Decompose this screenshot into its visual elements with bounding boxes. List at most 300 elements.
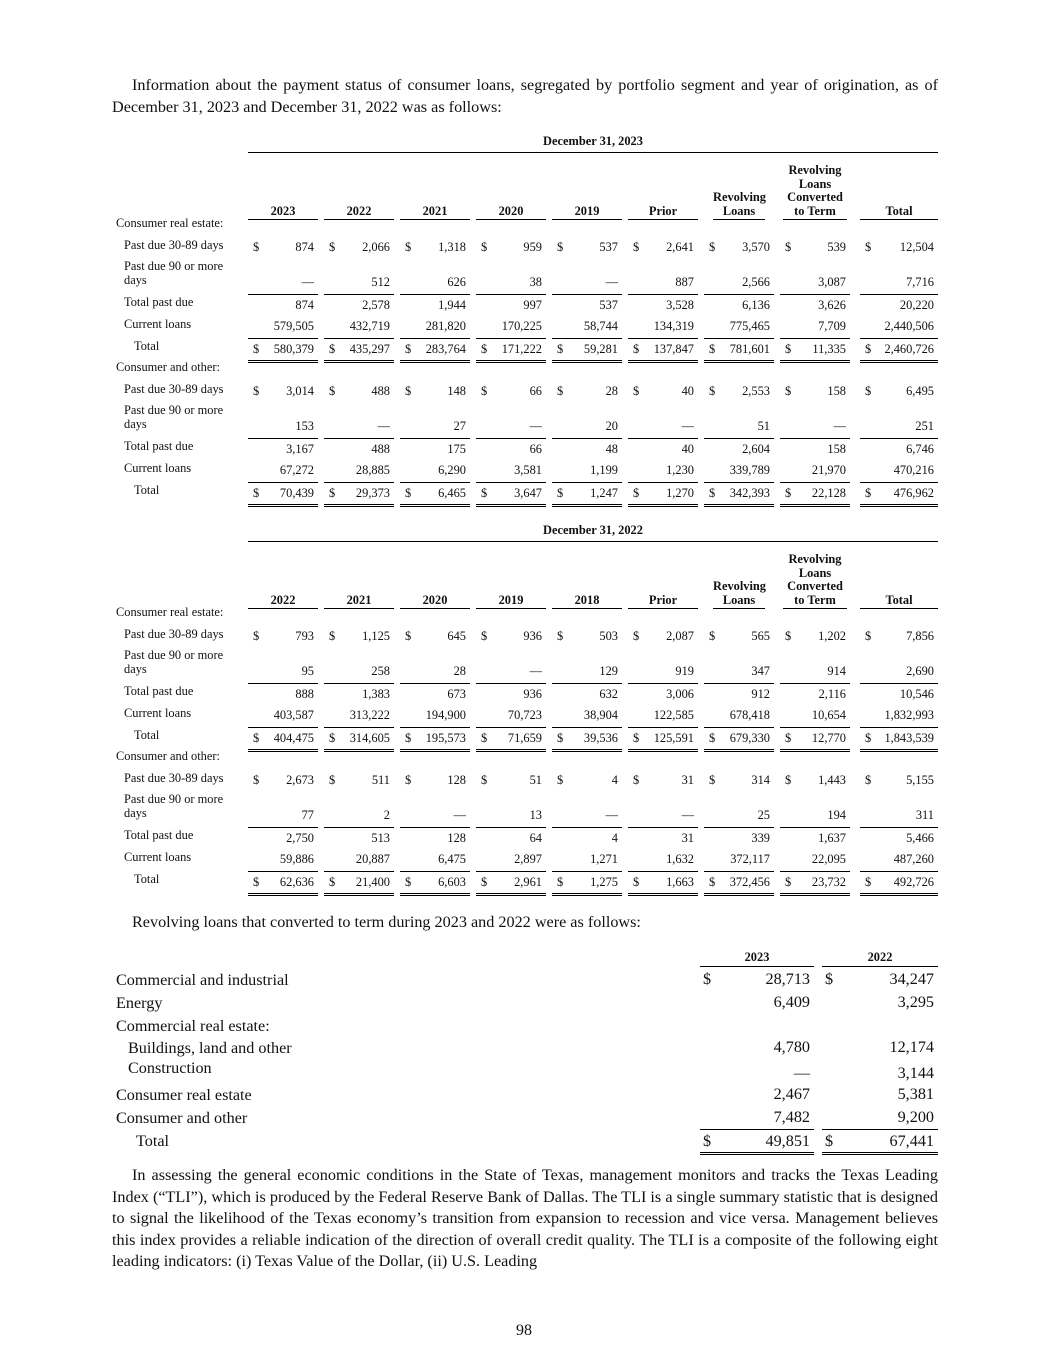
table-cell bbox=[476, 294, 546, 315]
table-cell bbox=[324, 237, 394, 258]
table-cell bbox=[552, 770, 622, 791]
table-cell bbox=[324, 316, 394, 336]
dollar-sign: $ bbox=[481, 731, 488, 745]
cell-value: 435,297 bbox=[349, 342, 390, 356]
row-label: Past due 90 or more days bbox=[124, 259, 224, 287]
table-cell bbox=[324, 827, 394, 848]
cell-value: 153 bbox=[295, 419, 314, 433]
table-cell bbox=[860, 770, 938, 791]
table-cell bbox=[704, 705, 774, 725]
dollar-sign: $ bbox=[785, 773, 792, 787]
cell-value: 175 bbox=[447, 442, 466, 456]
table-cell bbox=[552, 260, 622, 292]
table-cell bbox=[780, 260, 850, 292]
cell-value: 314,605 bbox=[349, 731, 390, 745]
cell-value: 6,465 bbox=[438, 486, 466, 500]
dollar-sign: $ bbox=[709, 384, 716, 398]
table-cell bbox=[400, 482, 470, 507]
table-cell bbox=[780, 793, 850, 825]
table-cell bbox=[780, 727, 850, 752]
table-row bbox=[112, 1036, 938, 1058]
table-cell bbox=[324, 294, 394, 315]
column-header-label: Revolving Loans bbox=[713, 580, 765, 609]
table-row bbox=[112, 793, 938, 827]
column-header bbox=[248, 205, 318, 221]
table-cell bbox=[704, 683, 774, 704]
dollar-sign: $ bbox=[481, 629, 488, 643]
table-cell bbox=[248, 626, 318, 647]
row-label: Total bbox=[134, 339, 160, 353]
column-header-label: 2018 bbox=[552, 594, 622, 610]
cell-value: 3,006 bbox=[666, 687, 694, 701]
dollar-sign: $ bbox=[405, 731, 412, 745]
cell-value: 513 bbox=[371, 831, 390, 845]
intro-paragraph: Information about the payment status of consumer loans, segregated by portfolio segment and year of origination, as of December 31, 2023 and December 31, 2022 was as follows: bbox=[112, 76, 938, 116]
row-label: Total bbox=[136, 1131, 170, 1150]
table-cell bbox=[552, 727, 622, 752]
cell-value: 5,466 bbox=[906, 831, 934, 845]
table-cell bbox=[704, 482, 774, 507]
cell-value: 2,440,506 bbox=[884, 319, 934, 333]
row-label: Past due 30-89 days bbox=[124, 382, 224, 396]
cell-value: 251 bbox=[915, 419, 934, 433]
cell-value: 158 bbox=[827, 442, 846, 456]
table-cell bbox=[628, 849, 698, 869]
column-header-label: 2019 bbox=[552, 205, 622, 221]
table-cell bbox=[822, 1014, 938, 1036]
cell-value: 342,393 bbox=[729, 486, 770, 500]
document-page bbox=[112, 75, 938, 1270]
table-cell bbox=[476, 482, 546, 507]
cell-value: 4 bbox=[611, 773, 618, 787]
cell-value: 22,128 bbox=[811, 486, 846, 500]
table-cell bbox=[552, 381, 622, 402]
cell-value: 6,409 bbox=[773, 992, 810, 1011]
table-cell bbox=[400, 793, 470, 825]
dollar-sign: $ bbox=[633, 731, 640, 745]
cell-value: 781,601 bbox=[729, 342, 770, 356]
cell-value: 432,719 bbox=[349, 319, 390, 333]
dollar-sign: $ bbox=[253, 773, 260, 787]
table-cell bbox=[822, 1036, 938, 1058]
cell-value: 914 bbox=[827, 664, 846, 678]
cell-value: 64 bbox=[529, 831, 542, 845]
table-cell bbox=[860, 793, 938, 825]
table-cell bbox=[822, 968, 938, 990]
table-cell bbox=[628, 649, 698, 681]
cell-value: 59,886 bbox=[279, 852, 314, 866]
table-cell bbox=[476, 381, 546, 402]
cell-value: — bbox=[605, 808, 618, 822]
dollar-sign: $ bbox=[865, 342, 872, 356]
table-cell bbox=[400, 260, 470, 292]
cell-value: 2,690 bbox=[906, 664, 934, 678]
table-cell bbox=[400, 338, 470, 363]
cell-value: 67,441 bbox=[889, 1131, 934, 1150]
cell-value: 936 bbox=[523, 687, 542, 701]
row-label: Total past due bbox=[124, 295, 194, 309]
table-cell bbox=[248, 482, 318, 507]
cell-value: 936 bbox=[523, 629, 542, 643]
table-cell bbox=[628, 381, 698, 402]
column-header bbox=[704, 580, 774, 609]
dollar-sign: $ bbox=[785, 731, 792, 745]
cell-value: 2,961 bbox=[514, 875, 542, 889]
dollar-sign: $ bbox=[481, 240, 488, 254]
table-cell bbox=[704, 793, 774, 825]
cell-value: 67,272 bbox=[279, 463, 314, 477]
cell-value: 134,319 bbox=[653, 319, 694, 333]
dollar-sign: $ bbox=[633, 629, 640, 643]
cell-value: 487,260 bbox=[893, 852, 934, 866]
cell-value: 7,856 bbox=[906, 629, 934, 643]
cell-value: 1,383 bbox=[362, 687, 390, 701]
column-header bbox=[704, 191, 774, 220]
cell-value: 1,843,539 bbox=[884, 731, 934, 745]
cell-value: 66 bbox=[529, 442, 542, 456]
cell-value: 6,136 bbox=[742, 298, 770, 312]
cell-value: 59,281 bbox=[583, 342, 618, 356]
table-cell bbox=[780, 849, 850, 869]
cell-value: 148 bbox=[447, 384, 466, 398]
table-cell bbox=[860, 381, 938, 402]
cell-value: 2,641 bbox=[666, 240, 694, 254]
table-cell bbox=[552, 338, 622, 363]
dollar-sign: $ bbox=[709, 731, 716, 745]
table-cell bbox=[324, 705, 394, 725]
table-cell bbox=[476, 683, 546, 704]
cell-value: 1,230 bbox=[666, 463, 694, 477]
table-row bbox=[112, 404, 938, 438]
cell-value: 170,225 bbox=[501, 319, 542, 333]
cell-value: 7,482 bbox=[773, 1108, 810, 1126]
table-cell bbox=[476, 827, 546, 848]
table-cell bbox=[860, 338, 938, 363]
table-cell bbox=[704, 871, 774, 896]
cell-value: 888 bbox=[295, 687, 314, 701]
cell-value: 71,659 bbox=[507, 731, 542, 745]
cell-value: 1,944 bbox=[438, 298, 466, 312]
cell-value: 2,604 bbox=[742, 442, 770, 456]
table-cell bbox=[552, 705, 622, 725]
table-row bbox=[112, 968, 938, 990]
cell-value: 125,591 bbox=[653, 731, 694, 745]
dollar-sign: $ bbox=[253, 342, 260, 356]
cell-value: 874 bbox=[295, 298, 314, 312]
cell-value: 194 bbox=[827, 808, 846, 822]
dollar-sign: $ bbox=[481, 384, 488, 398]
cell-value: 6,746 bbox=[906, 442, 934, 456]
table-cell bbox=[400, 705, 470, 725]
cell-value: 38,904 bbox=[583, 708, 618, 722]
dollar-sign: $ bbox=[785, 240, 792, 254]
dollar-sign: $ bbox=[825, 970, 834, 988]
table-cell bbox=[700, 991, 814, 1013]
table-cell bbox=[476, 770, 546, 791]
section-label: Consumer and other: bbox=[116, 360, 220, 374]
table-cell bbox=[700, 1036, 814, 1058]
row-label: Past due 30-89 days bbox=[124, 238, 224, 252]
cell-value: 283,764 bbox=[425, 342, 466, 356]
table-cell bbox=[780, 705, 850, 725]
row-label: Past due 90 or more days bbox=[124, 648, 224, 676]
table-cell bbox=[860, 404, 938, 436]
table-cell bbox=[248, 683, 318, 704]
cell-value: 1,202 bbox=[818, 629, 846, 643]
table-cell bbox=[400, 438, 470, 459]
table-cell bbox=[628, 438, 698, 459]
dollar-sign: $ bbox=[405, 629, 412, 643]
table-row bbox=[112, 438, 938, 460]
column-header-label: Revolving Loans bbox=[713, 191, 765, 220]
table-cell bbox=[476, 649, 546, 681]
dollar-sign: $ bbox=[405, 486, 412, 500]
row-label: Current loans bbox=[124, 706, 192, 720]
table-row bbox=[112, 260, 938, 294]
cell-value: 62,636 bbox=[279, 875, 314, 889]
table-cell bbox=[248, 770, 318, 791]
cell-value: 492,726 bbox=[893, 875, 934, 889]
cell-value: 20,220 bbox=[899, 298, 934, 312]
section-label: Consumer and other: bbox=[116, 749, 220, 763]
row-label: Current loans bbox=[124, 317, 192, 331]
cell-value: 129 bbox=[599, 664, 618, 678]
table-cell bbox=[628, 727, 698, 752]
table-cell bbox=[780, 649, 850, 681]
cell-value: 1,270 bbox=[666, 486, 694, 500]
cell-value: 39,536 bbox=[583, 731, 618, 745]
table-cell bbox=[822, 1083, 938, 1105]
cell-value: 997 bbox=[523, 298, 542, 312]
dollar-sign: $ bbox=[825, 1131, 834, 1150]
cell-value: — bbox=[529, 664, 542, 678]
table-cell bbox=[628, 770, 698, 791]
cell-value: 1,271 bbox=[590, 852, 618, 866]
dollar-sign: $ bbox=[481, 773, 488, 787]
cell-value: 3,570 bbox=[742, 240, 770, 254]
cell-value: 6,475 bbox=[438, 852, 466, 866]
table-cell bbox=[248, 338, 318, 363]
column-header-label: 2023 bbox=[248, 205, 318, 221]
cell-value: 31 bbox=[681, 773, 694, 787]
cell-value: 49,851 bbox=[765, 1131, 810, 1150]
dollar-sign: $ bbox=[329, 240, 336, 254]
cell-value: 34,247 bbox=[889, 970, 934, 988]
cell-value: 31 bbox=[681, 831, 694, 845]
table-cell bbox=[400, 770, 470, 791]
dollar-sign: $ bbox=[785, 486, 792, 500]
table-cell bbox=[324, 770, 394, 791]
cell-value: — bbox=[377, 419, 390, 433]
table-row bbox=[112, 727, 938, 750]
table-row bbox=[112, 705, 938, 727]
cell-value: 128 bbox=[447, 831, 466, 845]
table-cell bbox=[628, 626, 698, 647]
cell-value: 9,200 bbox=[897, 1108, 934, 1126]
cell-value: — bbox=[301, 275, 314, 289]
table-cell bbox=[248, 871, 318, 896]
cell-value: 3,647 bbox=[514, 486, 542, 500]
table-cell bbox=[628, 237, 698, 258]
dollar-sign: $ bbox=[557, 731, 564, 745]
table-row bbox=[112, 849, 938, 871]
cell-value: 313,222 bbox=[349, 708, 390, 722]
cell-value: 512 bbox=[371, 275, 390, 289]
table-cell bbox=[552, 827, 622, 848]
column-header-label: 2021 bbox=[324, 594, 394, 610]
table-cell bbox=[822, 991, 938, 1013]
table-cell bbox=[248, 294, 318, 315]
table-cell bbox=[700, 1014, 814, 1036]
table-row bbox=[112, 482, 938, 505]
table-cell bbox=[552, 237, 622, 258]
cell-value: 10,654 bbox=[811, 708, 846, 722]
table-cell bbox=[704, 316, 774, 336]
row-label: Total bbox=[134, 872, 160, 886]
column-header: 2023 bbox=[700, 950, 814, 967]
table-cell bbox=[860, 727, 938, 752]
dollar-sign: $ bbox=[329, 731, 336, 745]
row-label: Consumer and other bbox=[116, 1109, 248, 1127]
table-cell bbox=[704, 294, 774, 315]
dollar-sign: $ bbox=[405, 384, 412, 398]
table-cell bbox=[476, 316, 546, 336]
table-row bbox=[112, 381, 938, 404]
cell-value: 2,460,726 bbox=[884, 342, 934, 356]
cell-value: 470,216 bbox=[893, 463, 934, 477]
dollar-sign: $ bbox=[329, 486, 336, 500]
table-cell bbox=[248, 827, 318, 848]
dollar-sign: $ bbox=[557, 629, 564, 643]
table-cell bbox=[860, 871, 938, 896]
dollar-sign: $ bbox=[253, 384, 260, 398]
cell-value: 775,465 bbox=[729, 319, 770, 333]
table-cell bbox=[780, 482, 850, 507]
dollar-sign: $ bbox=[865, 240, 872, 254]
cell-value: 314 bbox=[751, 773, 770, 787]
cell-value: 38 bbox=[529, 275, 542, 289]
table-cell bbox=[400, 294, 470, 315]
table-row bbox=[112, 294, 938, 316]
table-cell bbox=[704, 404, 774, 436]
table-cell bbox=[860, 849, 938, 869]
cell-value: 403,587 bbox=[273, 708, 314, 722]
table-cell bbox=[628, 827, 698, 848]
column-header: 2022 bbox=[822, 950, 938, 967]
cell-value: 28,713 bbox=[765, 970, 810, 988]
table-cell bbox=[324, 438, 394, 459]
cell-value: 2,897 bbox=[514, 852, 542, 866]
table-cell bbox=[552, 482, 622, 507]
cell-value: 128 bbox=[447, 773, 466, 787]
dollar-sign: $ bbox=[633, 875, 640, 889]
dollar-sign: $ bbox=[633, 240, 640, 254]
cell-value: 678,418 bbox=[729, 708, 770, 722]
cell-value: 1,247 bbox=[590, 486, 618, 500]
dollar-sign: $ bbox=[709, 342, 716, 356]
column-header bbox=[324, 205, 394, 221]
table-cell bbox=[700, 1129, 814, 1155]
cell-value: 158 bbox=[827, 384, 846, 398]
table-cell bbox=[704, 260, 774, 292]
cell-value: 10,546 bbox=[899, 687, 934, 701]
cell-value: 537 bbox=[599, 240, 618, 254]
table-cell bbox=[628, 460, 698, 480]
cell-value: 40 bbox=[681, 442, 694, 456]
dollar-sign: $ bbox=[253, 875, 260, 889]
dollar-sign: $ bbox=[557, 342, 564, 356]
cell-value: 679,330 bbox=[729, 731, 770, 745]
dollar-sign: $ bbox=[865, 773, 872, 787]
cell-value: 537 bbox=[599, 298, 618, 312]
table-cell bbox=[476, 849, 546, 869]
closing-paragraph: In assessing the general economic conditions in the State of Texas, management monitors and tracks the Texas Leading Index (“TLI”), which is produced by the Federal Reserve Bank of Dallas. The TLI is a single summary statistic that is designed to signal the likelihood of the Texas economy’s transition from expansion to recession and vice versa. Management believes this index provides a reliable indication of the direction of overall credit quality. The TLI is a composite of the following eight leading indicators: (i) Texas Value of the Dollar, (ii) U.S. Leading bbox=[112, 1166, 938, 1270]
table-cell bbox=[400, 683, 470, 704]
dollar-sign: $ bbox=[405, 875, 412, 889]
table-cell bbox=[248, 793, 318, 825]
row-label: Buildings, land and other bbox=[128, 1039, 292, 1058]
cell-value: 912 bbox=[751, 687, 770, 701]
table-cell bbox=[324, 727, 394, 752]
cell-value: 27 bbox=[453, 419, 466, 433]
cell-value: 580,379 bbox=[273, 342, 314, 356]
row-label: Past due 30-89 days bbox=[124, 627, 224, 641]
table-cell bbox=[860, 482, 938, 507]
table-row bbox=[112, 316, 938, 338]
table-cell bbox=[700, 1083, 814, 1105]
table-cell bbox=[324, 871, 394, 896]
column-header bbox=[476, 594, 546, 610]
table-cell bbox=[780, 338, 850, 363]
table-row bbox=[112, 460, 938, 482]
dollar-sign: $ bbox=[633, 486, 640, 500]
table-cell bbox=[552, 438, 622, 459]
cell-value: 2,066 bbox=[362, 240, 390, 254]
table-row bbox=[112, 338, 938, 361]
cell-value: 20,887 bbox=[355, 852, 390, 866]
section-label: Consumer real estate: bbox=[116, 605, 224, 619]
table-cell bbox=[248, 649, 318, 681]
table-cell bbox=[248, 460, 318, 480]
dollar-sign: $ bbox=[557, 875, 564, 889]
table-cell bbox=[704, 849, 774, 869]
table-row bbox=[112, 626, 938, 649]
table-cell bbox=[552, 793, 622, 825]
dollar-sign: $ bbox=[481, 875, 488, 889]
cell-value: 12,504 bbox=[899, 240, 934, 254]
table-cell bbox=[400, 727, 470, 752]
cell-value: 29,373 bbox=[355, 486, 390, 500]
cell-value: 48 bbox=[605, 442, 618, 456]
cell-value: 372,117 bbox=[730, 852, 770, 866]
column-header-label: 2022 bbox=[324, 205, 394, 221]
cell-value: 2,116 bbox=[818, 687, 846, 701]
cell-value: 339 bbox=[751, 831, 770, 845]
cell-value: 171,222 bbox=[501, 342, 542, 356]
dollar-sign: $ bbox=[253, 240, 260, 254]
cell-value: 503 bbox=[599, 629, 618, 643]
column-header-label: Prior bbox=[628, 594, 698, 610]
section-label: Consumer real estate: bbox=[116, 216, 224, 230]
table-cell bbox=[552, 683, 622, 704]
cell-value: — bbox=[833, 419, 846, 433]
table-cell bbox=[704, 727, 774, 752]
cell-value: — bbox=[605, 275, 618, 289]
dollar-sign: $ bbox=[633, 384, 640, 398]
table-cell bbox=[860, 649, 938, 681]
table-cell bbox=[704, 827, 774, 848]
table-title: December 31, 2023 bbox=[248, 134, 938, 153]
